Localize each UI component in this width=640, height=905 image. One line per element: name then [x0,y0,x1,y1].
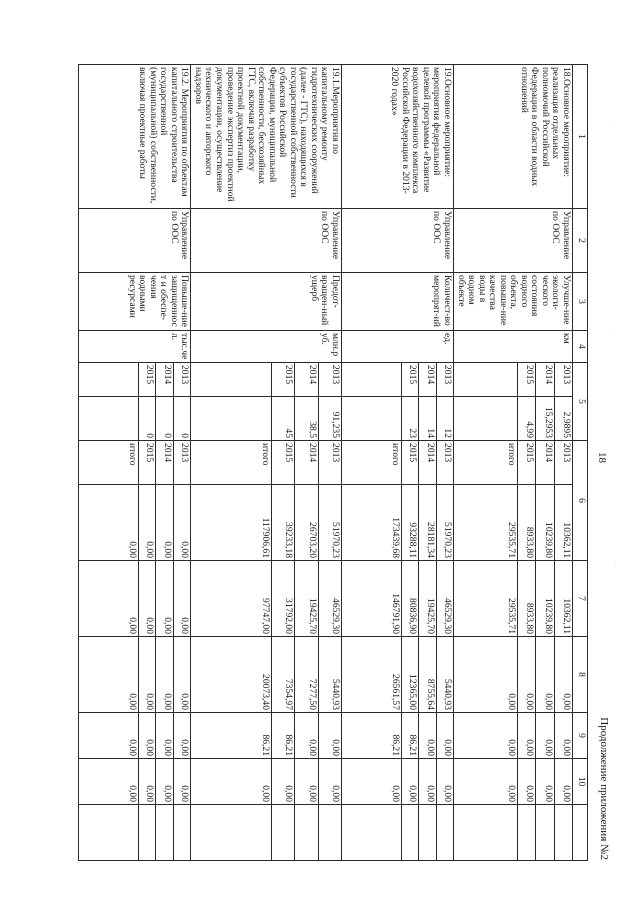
table-row [174,65,191,861]
target-year-cell [341,363,401,397]
total-cell: 51970,23 [319,485,342,561]
other-cell: 0,00 [174,759,191,805]
table-row [554,65,572,861]
scan-speck: · [610,120,612,126]
scan-speck: · [614,560,616,566]
finance-year-cell: 2014 [294,441,318,485]
local-cell: 86,21 [401,713,418,759]
finance-year-cell: итого [191,441,272,485]
regional-cell: 20073,40 [191,637,272,713]
local-cell: 86,21 [341,713,401,759]
measure-name-cell: 19.2. Мероприятия по объектам капитального строительства государственной (муниципальной) собственности, включая проектные работы [79,65,191,209]
measure-name-cell: 19.1.Мероприятия по капитальному ремонту гидротехнических сооружений (далее - ГТС), находящихся в государственной собственности субъектов Российской Федерации, муниципальной собственности, бесхозяйных ГТС, включая разработку проектной документации, проведение экспертиз проектной документации, осуществление технического и авторского надзоров [191,65,342,209]
finance-year-cell: 2015 [139,441,156,485]
unit-cell: тыс.чел. [79,331,191,363]
empty-cell [401,805,418,861]
unit-cell: ед. [341,331,453,363]
regional-cell: 5440,93 [319,637,342,713]
local-cell: 0,00 [453,713,517,759]
program-table [78,64,588,861]
total-cell: 0,00 [174,485,191,561]
empty-cell [319,805,342,861]
target-year-cell: 2013 [174,363,191,397]
total-cell: 173439,68 [341,485,401,561]
regional-cell: 0,00 [156,637,174,713]
federal-cell: 19425,70 [294,561,318,637]
federal-cell: 46529,30 [436,561,453,637]
total-cell: 39233,18 [272,485,295,561]
local-cell: 0,00 [517,713,535,759]
finance-year-cell: 2014 [156,441,174,485]
target-value-cell [191,397,272,441]
target-value-cell: 14 [418,397,436,441]
federal-cell: 0,00 [156,561,174,637]
column-header: 1 [573,65,588,209]
total-cell: 117906,61 [191,485,272,561]
executor-cell: Управление по ООС [79,209,191,273]
local-cell: 0,00 [436,713,453,759]
unit-cell: млн.руб. [191,331,342,363]
indicator-cell: Количест-во меропрят-ий [341,273,453,331]
finance-year-cell: 2014 [535,441,554,485]
empty-cell [156,805,174,861]
column-header: 9 [573,713,588,759]
local-cell: 86,21 [191,713,272,759]
target-year-cell: 2013 [554,363,572,397]
total-cell: 10239,80 [535,485,554,561]
target-value-cell: 2,9895 [554,397,572,441]
target-year-cell [191,363,272,397]
total-cell: 0,00 [156,485,174,561]
total-cell: 51970,23 [436,485,453,561]
executor-cell: Управление по ООС [191,209,342,273]
finance-year-cell: 2014 [418,441,436,485]
unit-cell: км [453,331,572,363]
federal-cell: 19425,70 [418,561,436,637]
federal-cell: 0,00 [174,561,191,637]
other-cell: 0,00 [294,759,318,805]
empty-cell [554,805,572,861]
target-value-cell: 38,5 [294,397,318,441]
target-value-cell [341,397,401,441]
empty-cell [418,805,436,861]
regional-cell: 0,00 [174,637,191,713]
federal-cell: 97747,00 [191,561,272,637]
column-header: 10 [573,759,588,805]
other-cell: 0,00 [535,759,554,805]
column-number-row [573,65,588,861]
total-cell: 26703,20 [294,485,318,561]
indicator-cell: Повыше-ние защищенност и обеспе-чения водными ресурсами [79,273,191,331]
column-header: 3 [573,273,588,331]
federal-cell: 0,00 [139,561,156,637]
empty-cell [436,805,453,861]
target-year-cell: 2014 [535,363,554,397]
local-cell: 0,00 [554,713,572,759]
regional-cell: 0,00 [139,637,156,713]
target-year-cell: 2014 [294,363,318,397]
empty-cell [341,805,401,861]
total-cell: 28181,34 [418,485,436,561]
table-body [79,65,573,861]
empty-cell [79,805,139,861]
column-header: 4 [573,331,588,363]
column-header: 5 [573,363,588,441]
target-value-cell [79,397,139,441]
target-value-cell: 12 [436,397,453,441]
regional-cell: 0,00 [535,637,554,713]
federal-cell: 46529,30 [319,561,342,637]
federal-cell: 8933,80 [517,561,535,637]
table-row [436,65,453,861]
federal-cell: 146791,90 [341,561,401,637]
regional-cell: 26561,57 [341,637,401,713]
local-cell: 0,00 [535,713,554,759]
local-cell: 0,00 [139,713,156,759]
target-value-cell: 15,2953 [535,397,554,441]
other-cell: 0,00 [139,759,156,805]
total-cell: 93288,11 [401,485,418,561]
target-value-cell: 23 [401,397,418,441]
empty-cell [453,805,517,861]
regional-cell: 8755,64 [418,637,436,713]
local-cell: 86,21 [272,713,295,759]
target-value-cell: 91,235 [319,397,342,441]
local-cell: 0,00 [79,713,139,759]
empty-cell [535,805,554,861]
target-year-cell: 2015 [272,363,295,397]
federal-cell: 10362,11 [554,561,572,637]
federal-cell: 31792,00 [272,561,295,637]
target-year-cell: 2014 [418,363,436,397]
regional-cell: 7354,97 [272,637,295,713]
local-cell: 0,00 [174,713,191,759]
total-cell: 10362,11 [554,485,572,561]
empty-cell [272,805,295,861]
target-year-cell: 2013 [436,363,453,397]
total-cell: 8933,80 [517,485,535,561]
finance-year-cell: 2013 [436,441,453,485]
table-row [319,65,342,861]
page-number: 18 [596,452,608,463]
empty-cell [139,805,156,861]
federal-cell: 29535,71 [453,561,517,637]
finance-year-cell: итого [79,441,139,485]
measure-name-cell: 19.Основное мероприятие: мероприятия федеральной целевой программы «Развитие водохозяйственного комплекса Российской Федерации в 2013-2020 годах» [341,65,453,209]
other-cell: 0,00 [453,759,517,805]
total-cell: 29535,71 [453,485,517,561]
regional-cell: 5440,93 [436,637,453,713]
empty-cell [191,805,272,861]
indicator-cell: Улучше-ние экологи-ческого состояния водного объекта, повыше-ние качества воды в водном объекте [453,273,572,331]
continuation-label: Продолжение приложения №2 [598,717,610,860]
target-year-cell [79,363,139,397]
executor-cell: Управление по ООС [341,209,453,273]
target-year-cell: 2015 [139,363,156,397]
other-cell: 0,00 [436,759,453,805]
scan-speck: · [612,330,614,336]
column-header: 7 [573,561,588,637]
target-year-cell [453,363,517,397]
empty-cell [294,805,318,861]
finance-year-cell: итого [341,441,401,485]
local-cell: 0,00 [294,713,318,759]
local-cell: 0,00 [156,713,174,759]
column-header: 6 [573,441,588,561]
federal-cell: 10239,80 [535,561,554,637]
target-value-cell: 45 [272,397,295,441]
finance-year-cell: 2013 [174,441,191,485]
other-cell: 0,00 [79,759,139,805]
indicator-cell: Предот-вращен-ный ущерб [191,273,342,331]
finance-year-cell: итого [453,441,517,485]
local-cell: 0,00 [418,713,436,759]
executor-cell: Управление по ООС [453,209,572,273]
column-header: 2 [573,209,588,273]
target-value-cell: 0 [156,397,174,441]
other-cell: 0,00 [517,759,535,805]
other-cell: 0,00 [319,759,342,805]
finance-year-cell: 2013 [319,441,342,485]
total-cell: 0,00 [139,485,156,561]
column-header [573,805,588,861]
finance-year-cell: 2015 [272,441,295,485]
target-value-cell: 0 [139,397,156,441]
other-cell: 0,00 [156,759,174,805]
finance-year-cell: 2015 [517,441,535,485]
local-cell: 0,00 [319,713,342,759]
column-header: 8 [573,637,588,713]
federal-cell: 80836,90 [401,561,418,637]
federal-cell: 0,00 [79,561,139,637]
other-cell: 0,00 [554,759,572,805]
total-cell: 0,00 [79,485,139,561]
finance-year-cell: 2013 [554,441,572,485]
empty-cell [517,805,535,861]
rotated-page-content [64,64,612,860]
regional-cell: 12365,00 [401,637,418,713]
target-year-cell: 2015 [517,363,535,397]
other-cell: 0,00 [341,759,401,805]
regional-cell: 0,00 [453,637,517,713]
target-year-cell: 2014 [156,363,174,397]
other-cell: 0,00 [401,759,418,805]
target-value-cell: 4,99 [517,397,535,441]
measure-name-cell: 18.Основное мероприятие: реализация отдельных полномочий Российской Федерации в области водных отношений [453,65,572,209]
regional-cell: 7277,50 [294,637,318,713]
target-value-cell [453,397,517,441]
regional-cell: 0,00 [79,637,139,713]
other-cell: 0,00 [418,759,436,805]
target-year-cell: 2013 [319,363,342,397]
regional-cell: 0,00 [517,637,535,713]
finance-year-cell: 2015 [401,441,418,485]
other-cell: 0,00 [191,759,272,805]
empty-cell [174,805,191,861]
target-value-cell: 0 [174,397,191,441]
regional-cell: 0,00 [554,637,572,713]
other-cell: 0,00 [272,759,295,805]
target-year-cell: 2015 [401,363,418,397]
